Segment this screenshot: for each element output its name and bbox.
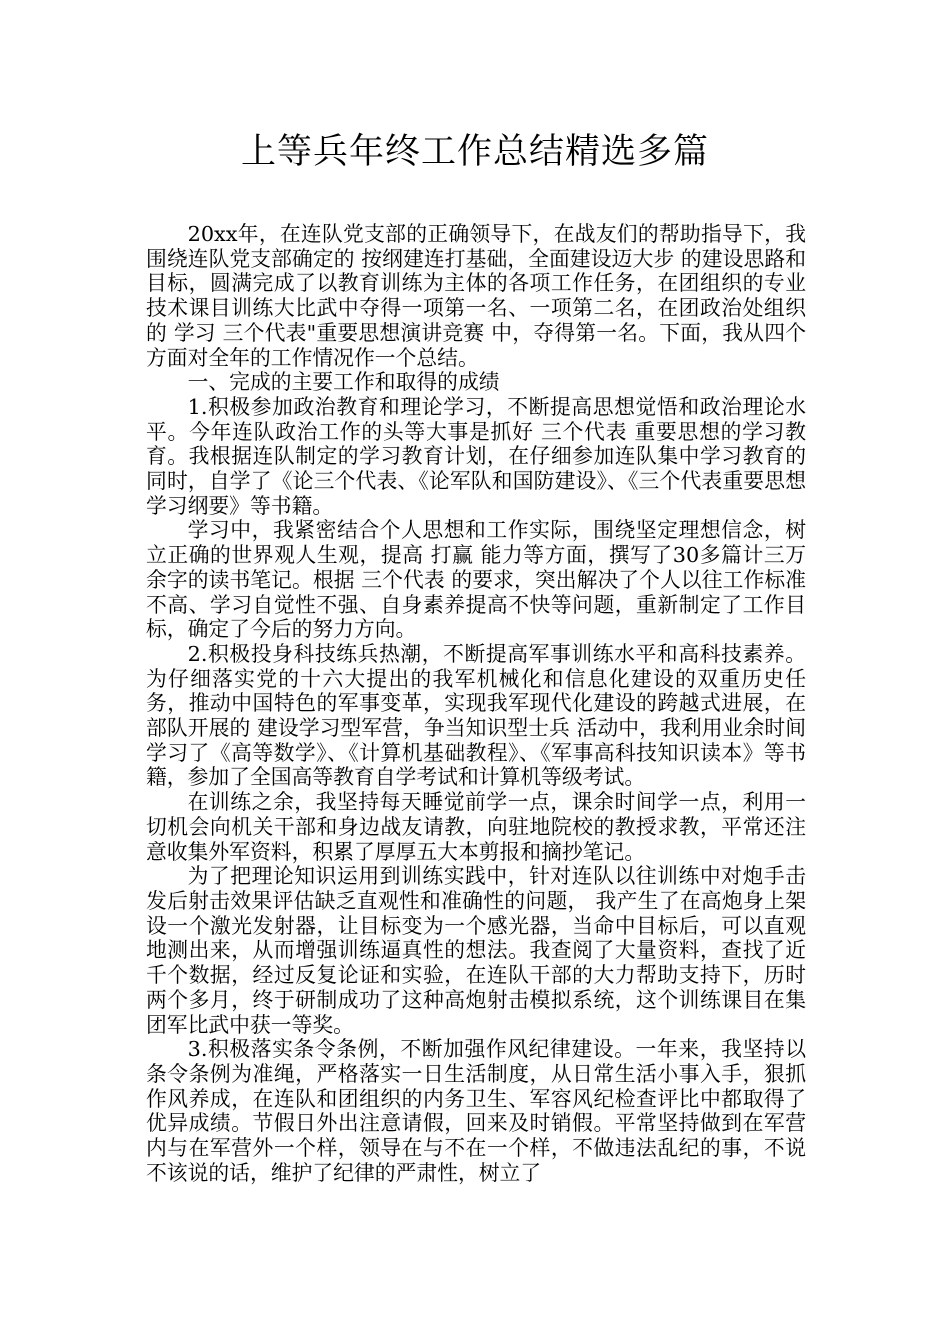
document-body	[146, 222, 806, 1185]
paragraph-political-study: 1.积极参加政治教育和理论学习，不断提高思想觉悟和政治理论水平。今年连队政治工作的头等大事是抓好 三个代表 重要思想的学习教育。我根据连队制定的学习教育计划，在仔细参加连队集中学习教育的同时，自学了《论三个代表、《论军队和国防建设》、《三个代表重要思想学习纲要》等书籍。	[146, 394, 806, 518]
paragraph-laser-system: 为了把理论知识运用到训练实践中，针对连队以往训练中对炮手击发后射击效果评估缺乏直观性和准确性的问题， 我产生了在高炮身上架设一个激光发射器，让目标变为一个感光器，当命中目标后，可以直观地测出来，从而增强训练逼真性的想法。我查阅了大量资料，查找了近千个数据，经过反复论证和实验，在连队干部的大力帮助支持下，历时两个多月，终于研制成功了这种高炮射击模拟系统，这个训练课目在集团军比武中获一等奖。	[146, 864, 806, 1037]
section-heading: 一、完成的主要工作和取得的成绩	[187, 370, 500, 395]
paragraph-after-training: 在训练之余，我坚持每天睡觉前学一点，课余时间学一点，利用一切机会向机关干部和身边战友请教，向驻地院校的教授求教，平常还注意收集外军资料，积累了厚厚五大本剪报和摘抄笔记。	[146, 790, 806, 864]
paragraph-discipline: 3.积极落实条令条例，不断加强作风纪律建设。一年来，我坚持以条令条例为准绳，严格落实一日生活制度，从日常生活小事入手，狠抓作风养成，在连队和团组织的内务卫生、军容风纪检查评比中都取得了优异成绩。节假日外出注意请假，回来及时销假。平常坚持做到在军营内与在军营外一个样，领导在与不在一个样，不做违法乱纪的事，不说不该说的话，维护了纪律的严肃性，树立了	[146, 1037, 806, 1185]
paragraph-intro: 20xx年，在连队党支部的正确领导下，在战友们的帮助指导下，我围绕连队党支部确定的 按纲建连打基础，全面建设迈大步 的建设思路和目标，圆满完成了以教育训练为主体的各项工作任务，在团组织的专业技术课目训练大比武中夺得一项第一名、一项第二名，在团政治处组织的 学习 三个代表"重要思想演讲竞赛 中，夺得第一名。下面，我从四个方面对全年的工作情况作一个总结。	[146, 222, 806, 370]
paragraph-study-notes: 学习中，我紧密结合个人思想和工作实际，围绕坚定理想信念，树立正确的世界观人生观，提高 打赢 能力等方面，撰写了30多篇计三万余字的读书笔记。根据 三个代表 的要求，突出解决了个人以往工作标准不高、学习自觉性不强、自身素养提高不快等问题，重新制定了工作目标，确定了今后的努力方向。	[146, 518, 806, 642]
paragraph-tech-training: 2.积极投身科技练兵热潮，不断提高军事训练水平和高科技素养。为仔细落实党的十六大提出的我军机械化和信息化建设的双重历史任务，推动中国特色的军事变革，实现我军现代化建设的跨越式进展，在部队开展的 建设学习型军营，争当知识型士兵 活动中，我利用业余时间学习了《高等数学》、《计算机基础教程》、《军事高科技知识读本》等书籍，参加了全国高等教育自学考试和计算机等级考试。	[146, 641, 806, 790]
document-title: 上等兵年终工作总结精选多篇	[240, 132, 709, 172]
